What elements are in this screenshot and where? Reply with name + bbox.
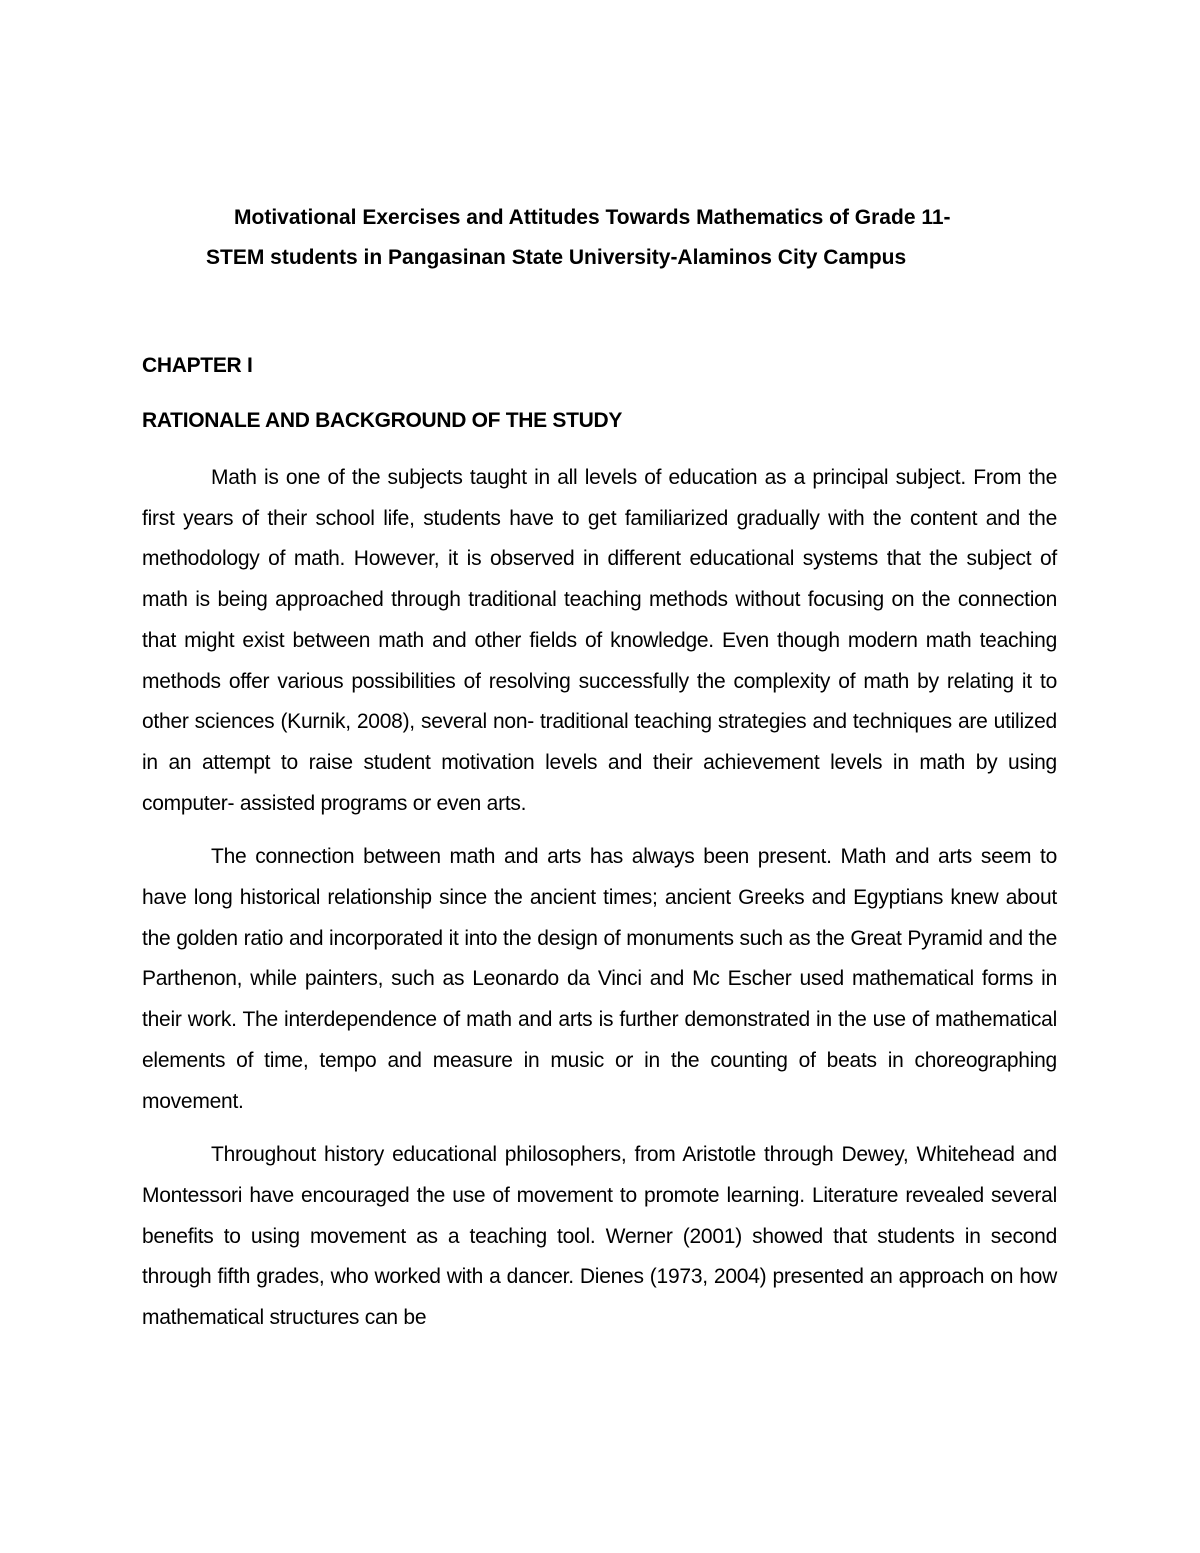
paragraph: Throughout history educational philosophers, from Aristotle through Dewey, Whitehead and Montessori have encouraged the use of movement to promote learning. Literature revealed several benefits to using movement as a teaching tool. Werner (2001) showed that students in second through fifth grades, who worked with a dancer. Dienes (1973, 2004) presented an approach on how mathematical structures can be (142, 1143, 1057, 1330)
paragraph: Math is one of the subjects taught in all levels of education as a principal subject. From the first years of their school life, students have to get familiarized gradually with the content and the methodology of math. However, it is observed in different educational systems that the subject of math is being approached through traditional teaching methods without focusing on the connection that might exist between math and other fields of knowledge. Even though modern math teaching methods offer various possibilities of resolving successfully the complexity of math by relating it to other sciences (Kurnik, 2008), several non- traditional teaching strategies and techniques are utilized in an attempt to raise student motivation levels and their achievement levels in math by using computer- assisted programs or even arts. (142, 466, 1057, 815)
document-title (142, 198, 1057, 278)
section-heading: RATIONALE AND BACKGROUND OF THE STUDY (142, 409, 623, 432)
body-text (142, 458, 1057, 1352)
title-line-2: STEM students in Pangasinan State University-Alaminos City Campus (206, 246, 907, 269)
chapter-heading: CHAPTER I (142, 354, 253, 377)
paragraph: The connection between math and arts has always been present. Math and arts seem to have long historical relationship since the ancient times; ancient Greeks and Egyptians knew about the golden ratio and incorporated it into the design of monuments such as the Great Pyramid and the Parthenon, while painters, such as Leonardo da Vinci and Mc Escher used mathematical forms in their work. The interdependence of math and arts is further demonstrated in the use of mathematical elements of time, tempo and measure in music or in the counting of beats in choreographing movement. (142, 845, 1057, 1113)
title-line-1: Motivational Exercises and Attitudes Towards Mathematics of Grade 11- (234, 206, 951, 229)
